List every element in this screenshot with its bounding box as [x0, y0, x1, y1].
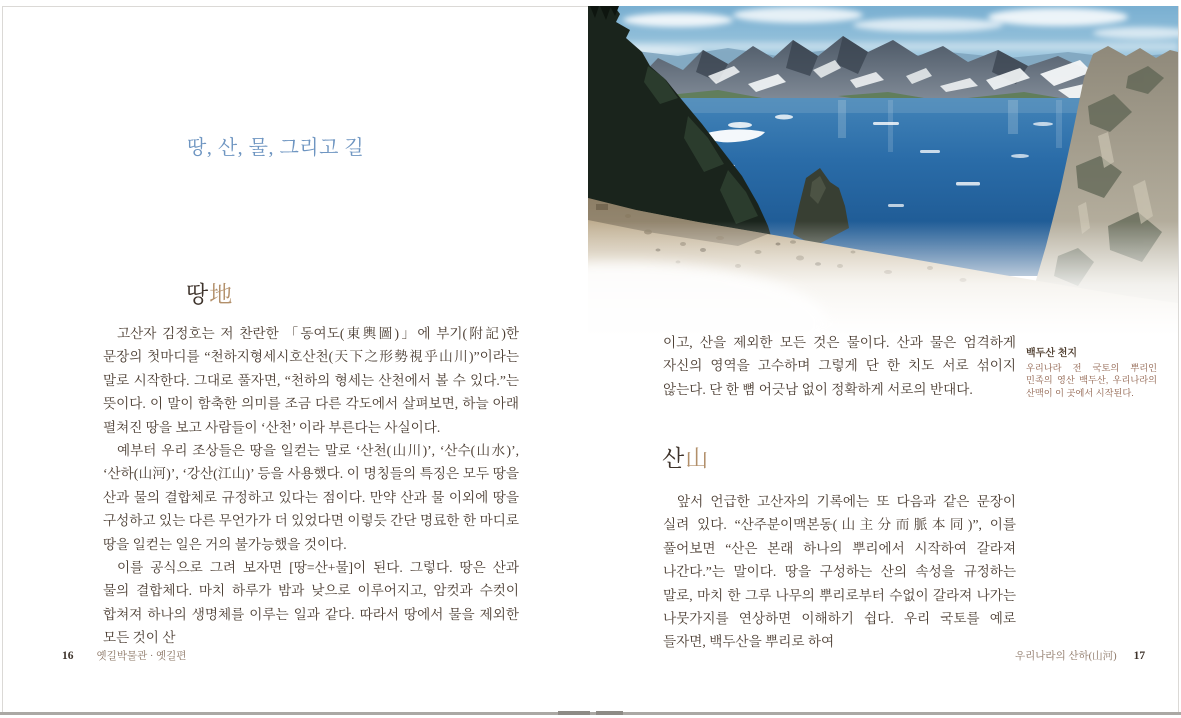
paragraph: 예부터 우리 조상들은 땅을 일컫는 말로 ‘산천(山川)’, ‘산수(山水)’, ‘산하(山河)’, ‘강산(江山)’ 등을 사용했다. 이 명칭들의 특징은 모두 땅을 산과 물의 결합체로 규정하고 있다는 점이다. 만약 산과 물 이외에 땅을 구성하고 있는 다른 무언가가 더 있었다면 이렇듯 간단 명료한 한 마디로 땅을 일컫는 일은 거의 불가능했을 것이다.	[103, 443, 519, 552]
right-footer	[1015, 646, 1145, 664]
scan-edge-strip	[0, 712, 1181, 715]
photo-caption	[1026, 344, 1157, 399]
photo-caption-title: 백두산 천지	[1026, 348, 1078, 359]
right-body-continuation	[663, 331, 1016, 401]
section-hangul: 땅	[186, 282, 210, 307]
paragraph: 이고, 산을 제외한 모든 것은 물이다. 산과 물은 엄격하게 자신의 영역을 고수하며 그렇게 단 한 치도 서로 섞이지 않는다. 단 한 뼘 어긋남 없이 정확하게 서로의 반대다.	[663, 335, 1016, 397]
section-hanja: 地	[209, 282, 234, 307]
section-hanja: 山	[685, 446, 710, 471]
left-page-number: 16	[62, 650, 74, 662]
right-body-text	[663, 490, 1016, 654]
section-heading-san	[662, 440, 709, 473]
section-heading-ttang	[186, 276, 233, 309]
paragraph: 고산자 김정호는 저 찬란한 「동여도(東輿圖)」에 부기(附記)한 문장의 첫마디를 “천하지형세시호산천(天下之形勢視乎山川)”이라는 말로 시작한다. 그대로 풀자면, “천하의 형세는 산천에서 볼 수 있다.”는 뜻이다. 이 말이 함축한 의미를 조금 다른 각도에서 살펴보면, 하늘 아래 펼쳐진 땅을 보고 사람들이 ‘산천’ 이라 부른다는 사실이다.	[103, 326, 519, 435]
section-hangul: 산	[662, 446, 686, 471]
scan-edge-shadow	[596, 711, 623, 715]
baekdusan-cheonji-photo	[588, 6, 1178, 336]
right-footer-label: 우리나라의 산하(山河)	[1015, 651, 1117, 662]
paragraph: 이를 공식으로 그려 보자면 [땅=산+물]이 된다. 그렇다. 땅은 산과 물의 결합체다. 마치 하루가 밤과 낮으로 이루어지고, 암컷과 수컷이 합쳐져 하나의 생명체를 이루는 일과 같다. 따라서 땅에서 물을 제외한 모든 것이 산	[103, 560, 519, 646]
scan-edge-shadow	[558, 711, 590, 715]
photo-caption-body: 우리나라 전 국토의 뿌리인 민족의 영산 백두산, 우리나라의 산맥이 이 곳에서 시작된다.	[1026, 363, 1157, 398]
chapter-title: 땅, 산, 물, 그리고 길	[187, 137, 365, 159]
left-footer-label: 옛길박물관 · 옛길편	[96, 651, 187, 662]
paragraph: 앞서 언급한 고산자의 기록에는 또 다음과 같은 문장이 실려 있다. “산주분이맥본동(山主分而脈本同)”, 이를 풀어보면 “산은 본래 하나의 뿌리에서 시작하여 갈라져 나간다.”는 말이다. 땅을 구성하는 산의 속성을 규정하는 말로, 마치 한 그루 나무의 뿌리로부터 수없이 갈라져 나가는 나뭇가지를 연상하면 이해하기 쉽다. 우리 국토를 예로 들자면, 백두산을 뿌리로 하여	[663, 494, 1016, 650]
left-footer	[62, 646, 186, 664]
right-page-number: 17	[1133, 650, 1146, 662]
left-body-text	[103, 322, 519, 650]
